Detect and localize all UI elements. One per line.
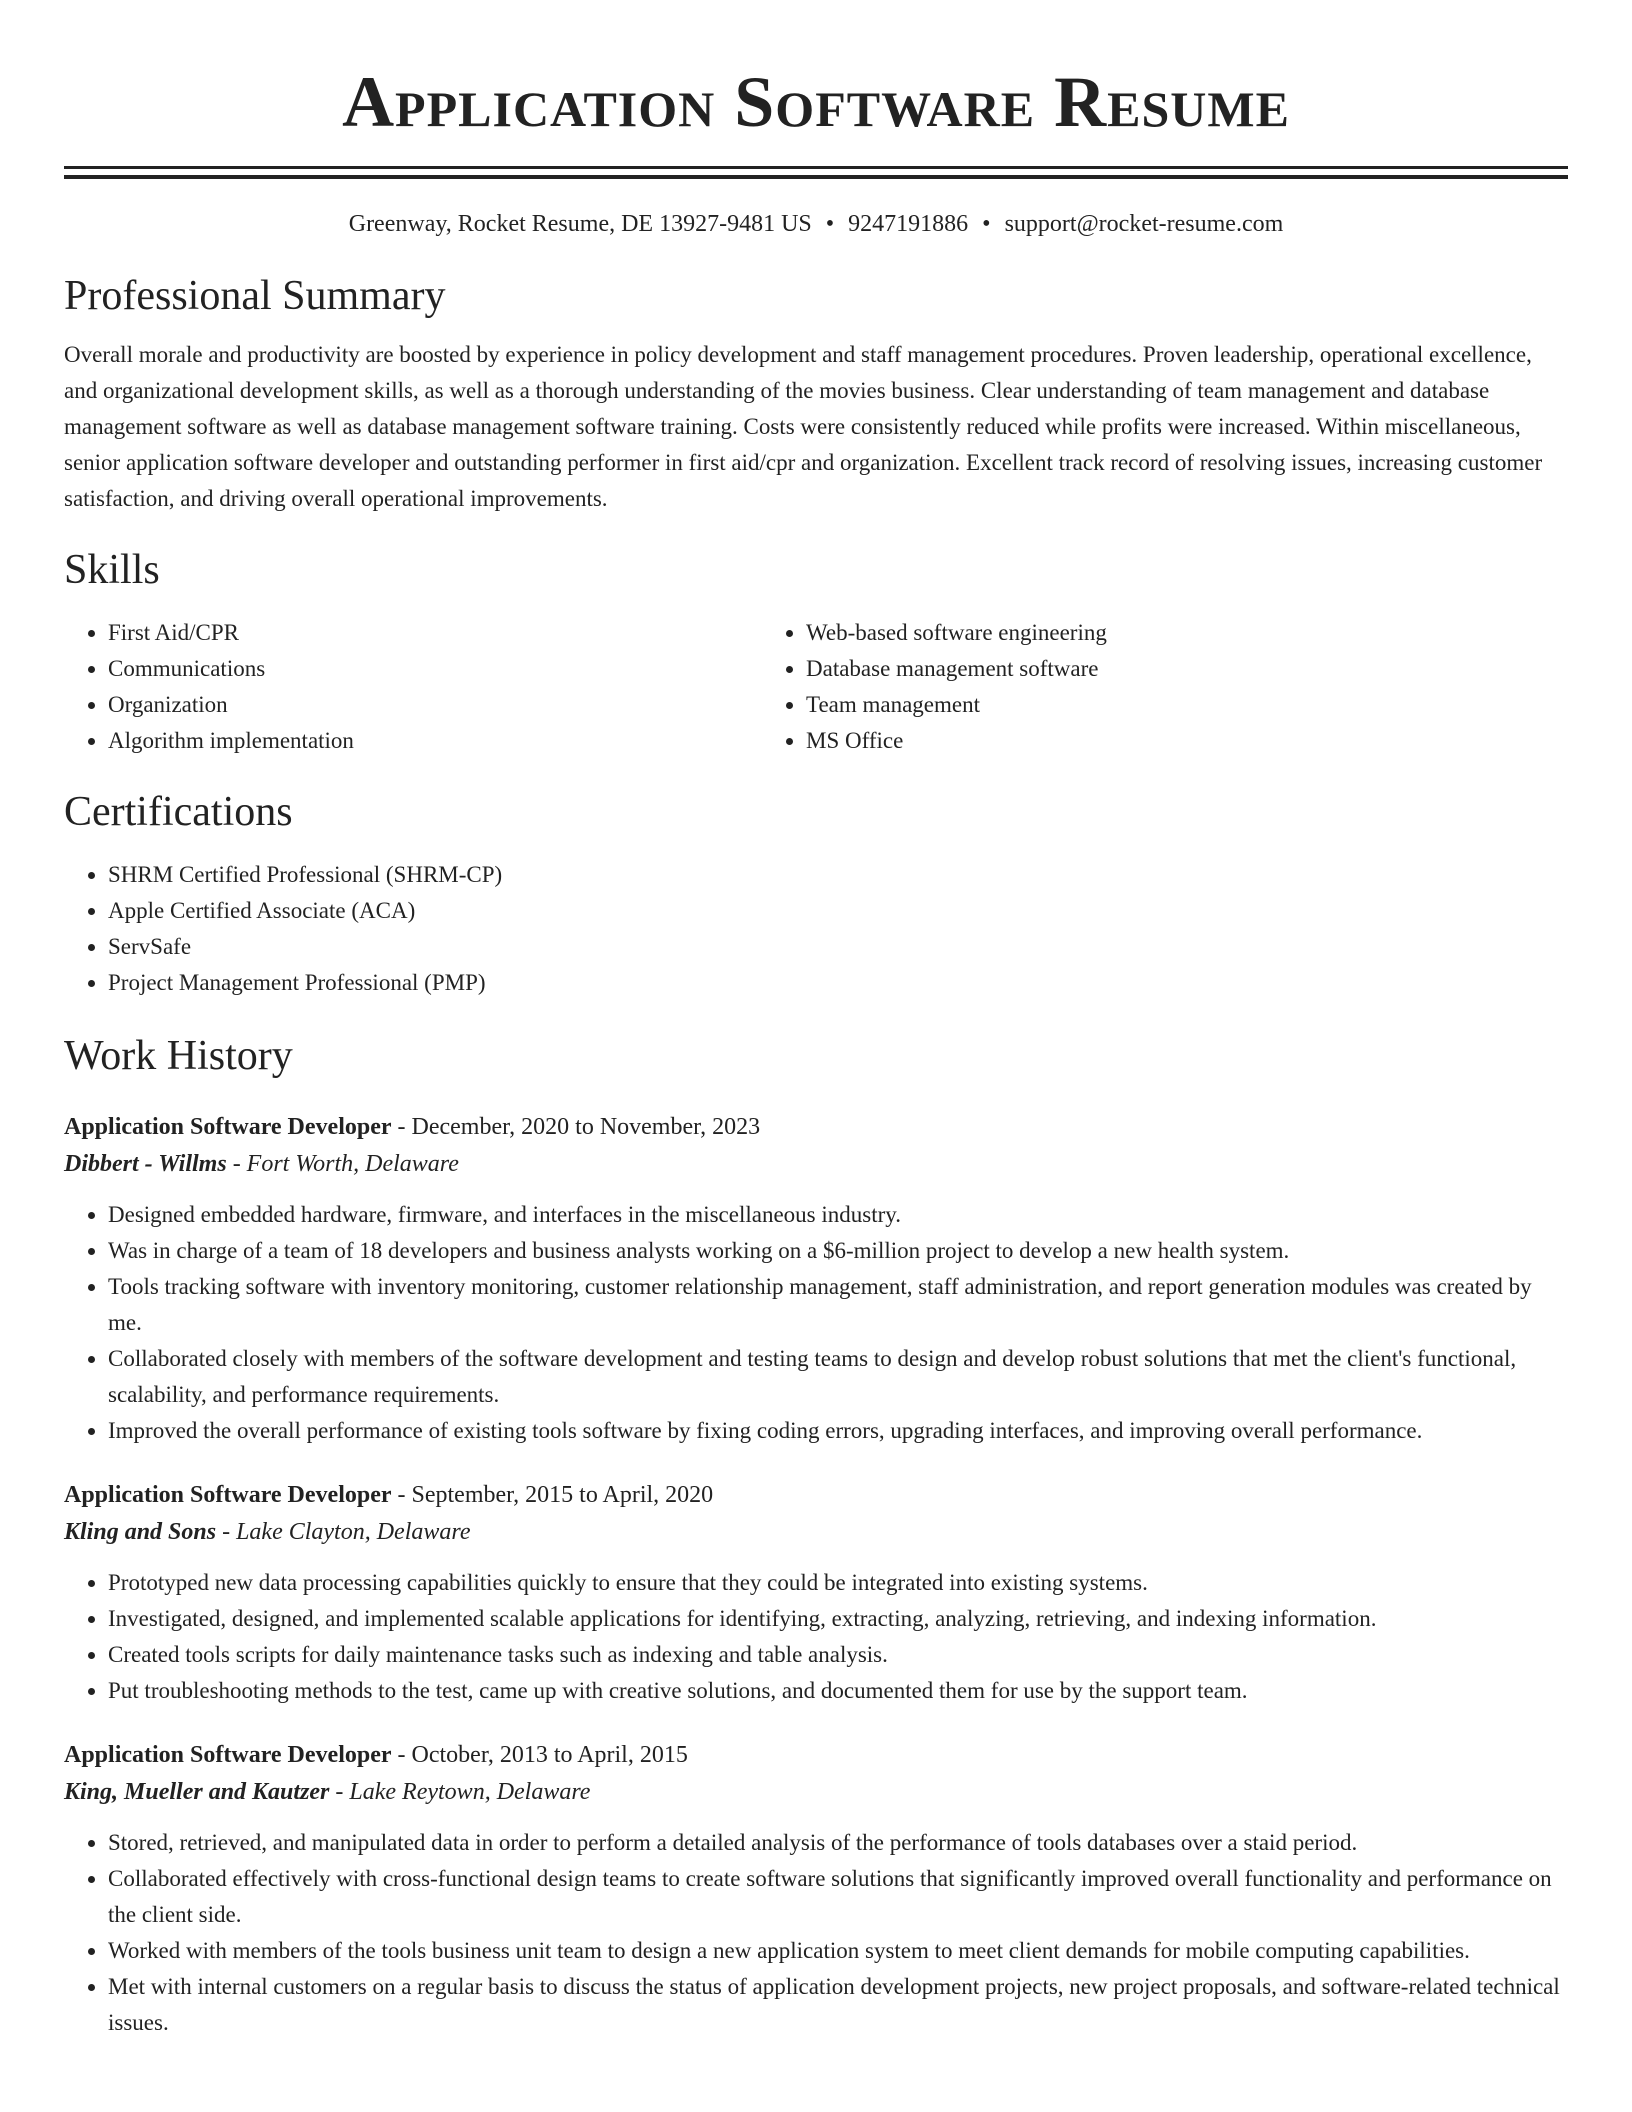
job-company-line	[64, 1773, 1568, 1811]
summary-heading: Professional Summary	[64, 273, 446, 319]
skill-item: • Team management	[806, 687, 1460, 723]
job-bullet: • Investigated, designed, and implemented scalable applications for identifying, extracting, analyzing, retrieving, and indexing information.	[108, 1601, 1568, 1637]
skill-item: • Organization	[108, 687, 762, 723]
summary-text: Overall morale and productivity are boosted by experience in policy development and staff management procedures. Proven leadership, operational excellence, and organizational development skills, as well as a thorough understanding of the movies business. Clear understanding of team management and database management software as well as database management software training. Costs were consistently reduced while profits were increased. Within miscellaneous, senior application software developer and outstanding performer in first aid/cpr and organization. Excellent track record of resolving issues, increasing customer satisfaction, and driving overall operational improvements.	[64, 342, 1543, 511]
job-role: Application Software Developer	[64, 1114, 392, 1140]
skills-column-right	[762, 615, 1460, 759]
job-bullet: • Worked with members of the tools business unit team to design a new application system to meet client demands for mobile computing capabilities.	[108, 1933, 1568, 1969]
certifications-heading: Certifications	[64, 789, 293, 835]
job-bullet: • Prototyped new data processing capabilities quickly to ensure that they could be integrated into existing systems.	[108, 1565, 1568, 1601]
job-bullets	[64, 1197, 1568, 1449]
job-role: Application Software Developer	[64, 1742, 392, 1768]
job-bullet: • Improved the overall performance of existing tools software by fixing coding errors, upgrading interfaces, and improving overall performance.	[108, 1413, 1568, 1449]
job-bullet: • Put troubleshooting methods to the test, came up with creative solutions, and documented them for use by the support team.	[108, 1673, 1568, 1709]
job-bullets	[64, 1825, 1568, 2041]
job-title-line	[64, 1109, 1568, 1145]
job-company: King, Mueller and Kautzer	[64, 1779, 330, 1805]
certification-item: • Project Management Professional (PMP)	[108, 965, 1568, 1001]
skill-item: • Database management software	[806, 651, 1460, 687]
job-company: Kling and Sons	[64, 1519, 217, 1545]
job-bullet: • Tools tracking software with inventory monitoring, customer relationship management, staff administration, and report generation modules was created by me.	[108, 1269, 1568, 1341]
contact-address: Greenway, Rocket Resume, DE 13927-9481 US	[348, 211, 812, 237]
job-location: - Lake Clayton, Delaware	[216, 1519, 471, 1545]
job-company-line	[64, 1513, 1568, 1551]
job-bullet: • Was in charge of a team of 18 developers and business analysts working on a $6-million project to develop a new health system.	[108, 1233, 1568, 1269]
title-divider	[64, 166, 1568, 179]
job-bullet: • Stored, retrieved, and manipulated data in order to perform a detailed analysis of the performance of tools databases over a staid period.	[108, 1825, 1568, 1861]
contact-separator: •	[825, 211, 835, 237]
contact-email[interactable]: support@rocket-resume.com	[1004, 211, 1284, 237]
skills-column-left	[64, 615, 762, 759]
certification-item: • ServSafe	[108, 929, 1568, 965]
certifications-list	[64, 857, 1568, 1001]
job-company-line	[64, 1145, 1568, 1183]
job-location: - Fort Worth, Delaware	[226, 1151, 459, 1177]
job-entry	[64, 1109, 1568, 1449]
resume-page	[64, 0, 1568, 2041]
skills-list	[64, 615, 1568, 759]
skill-item: • Algorithm implementation	[108, 723, 762, 759]
contact-phone: 9247191886	[848, 211, 969, 237]
job-role: Application Software Developer	[64, 1482, 392, 1508]
job-title-line	[64, 1737, 1568, 1773]
skill-item: • Communications	[108, 651, 762, 687]
job-dates: - December, 2020 to November, 2023	[391, 1114, 761, 1140]
page-title: Application Software Resume	[342, 62, 1290, 142]
job-bullets	[64, 1565, 1568, 1709]
certification-item: • SHRM Certified Professional (SHRM-CP)	[108, 857, 1568, 893]
job-bullet: • Designed embedded hardware, firmware, and interfaces in the miscellaneous industry.	[108, 1197, 1568, 1233]
job-bullet: • Met with internal customers on a regular basis to discuss the status of application development projects, new project proposals, and software-related technical issues.	[108, 1969, 1568, 2041]
skill-item: • First Aid/CPR	[108, 615, 762, 651]
skill-item: • Web-based software engineering	[806, 615, 1460, 651]
job-location: - Lake Reytown, Delaware	[329, 1779, 591, 1805]
job-bullet: • Collaborated closely with members of the software development and testing teams to design and develop robust solutions that met the client's functional, scalability, and performance requirements.	[108, 1341, 1568, 1413]
job-title-line	[64, 1477, 1568, 1513]
job-bullet: • Collaborated effectively with cross-functional design teams to create software solutions that significantly improved overall functionality and performance on the client side.	[108, 1861, 1568, 1933]
contact-separator: •	[982, 211, 991, 237]
job-company: Dibbert - Willms	[64, 1151, 227, 1177]
job-entry	[64, 1477, 1568, 1709]
skill-item: • MS Office	[806, 723, 1460, 759]
contact-line	[64, 209, 1568, 239]
work-history-heading: Work History	[64, 1033, 293, 1079]
job-bullet: • Created tools scripts for daily maintenance tasks such as indexing and table analysis.	[108, 1637, 1568, 1673]
certification-item: • Apple Certified Associate (ACA)	[108, 893, 1568, 929]
skills-heading: Skills	[64, 547, 160, 593]
job-dates: - September, 2015 to April, 2020	[391, 1482, 714, 1508]
job-entry	[64, 1737, 1568, 2041]
job-dates: - October, 2013 to April, 2015	[391, 1742, 688, 1768]
